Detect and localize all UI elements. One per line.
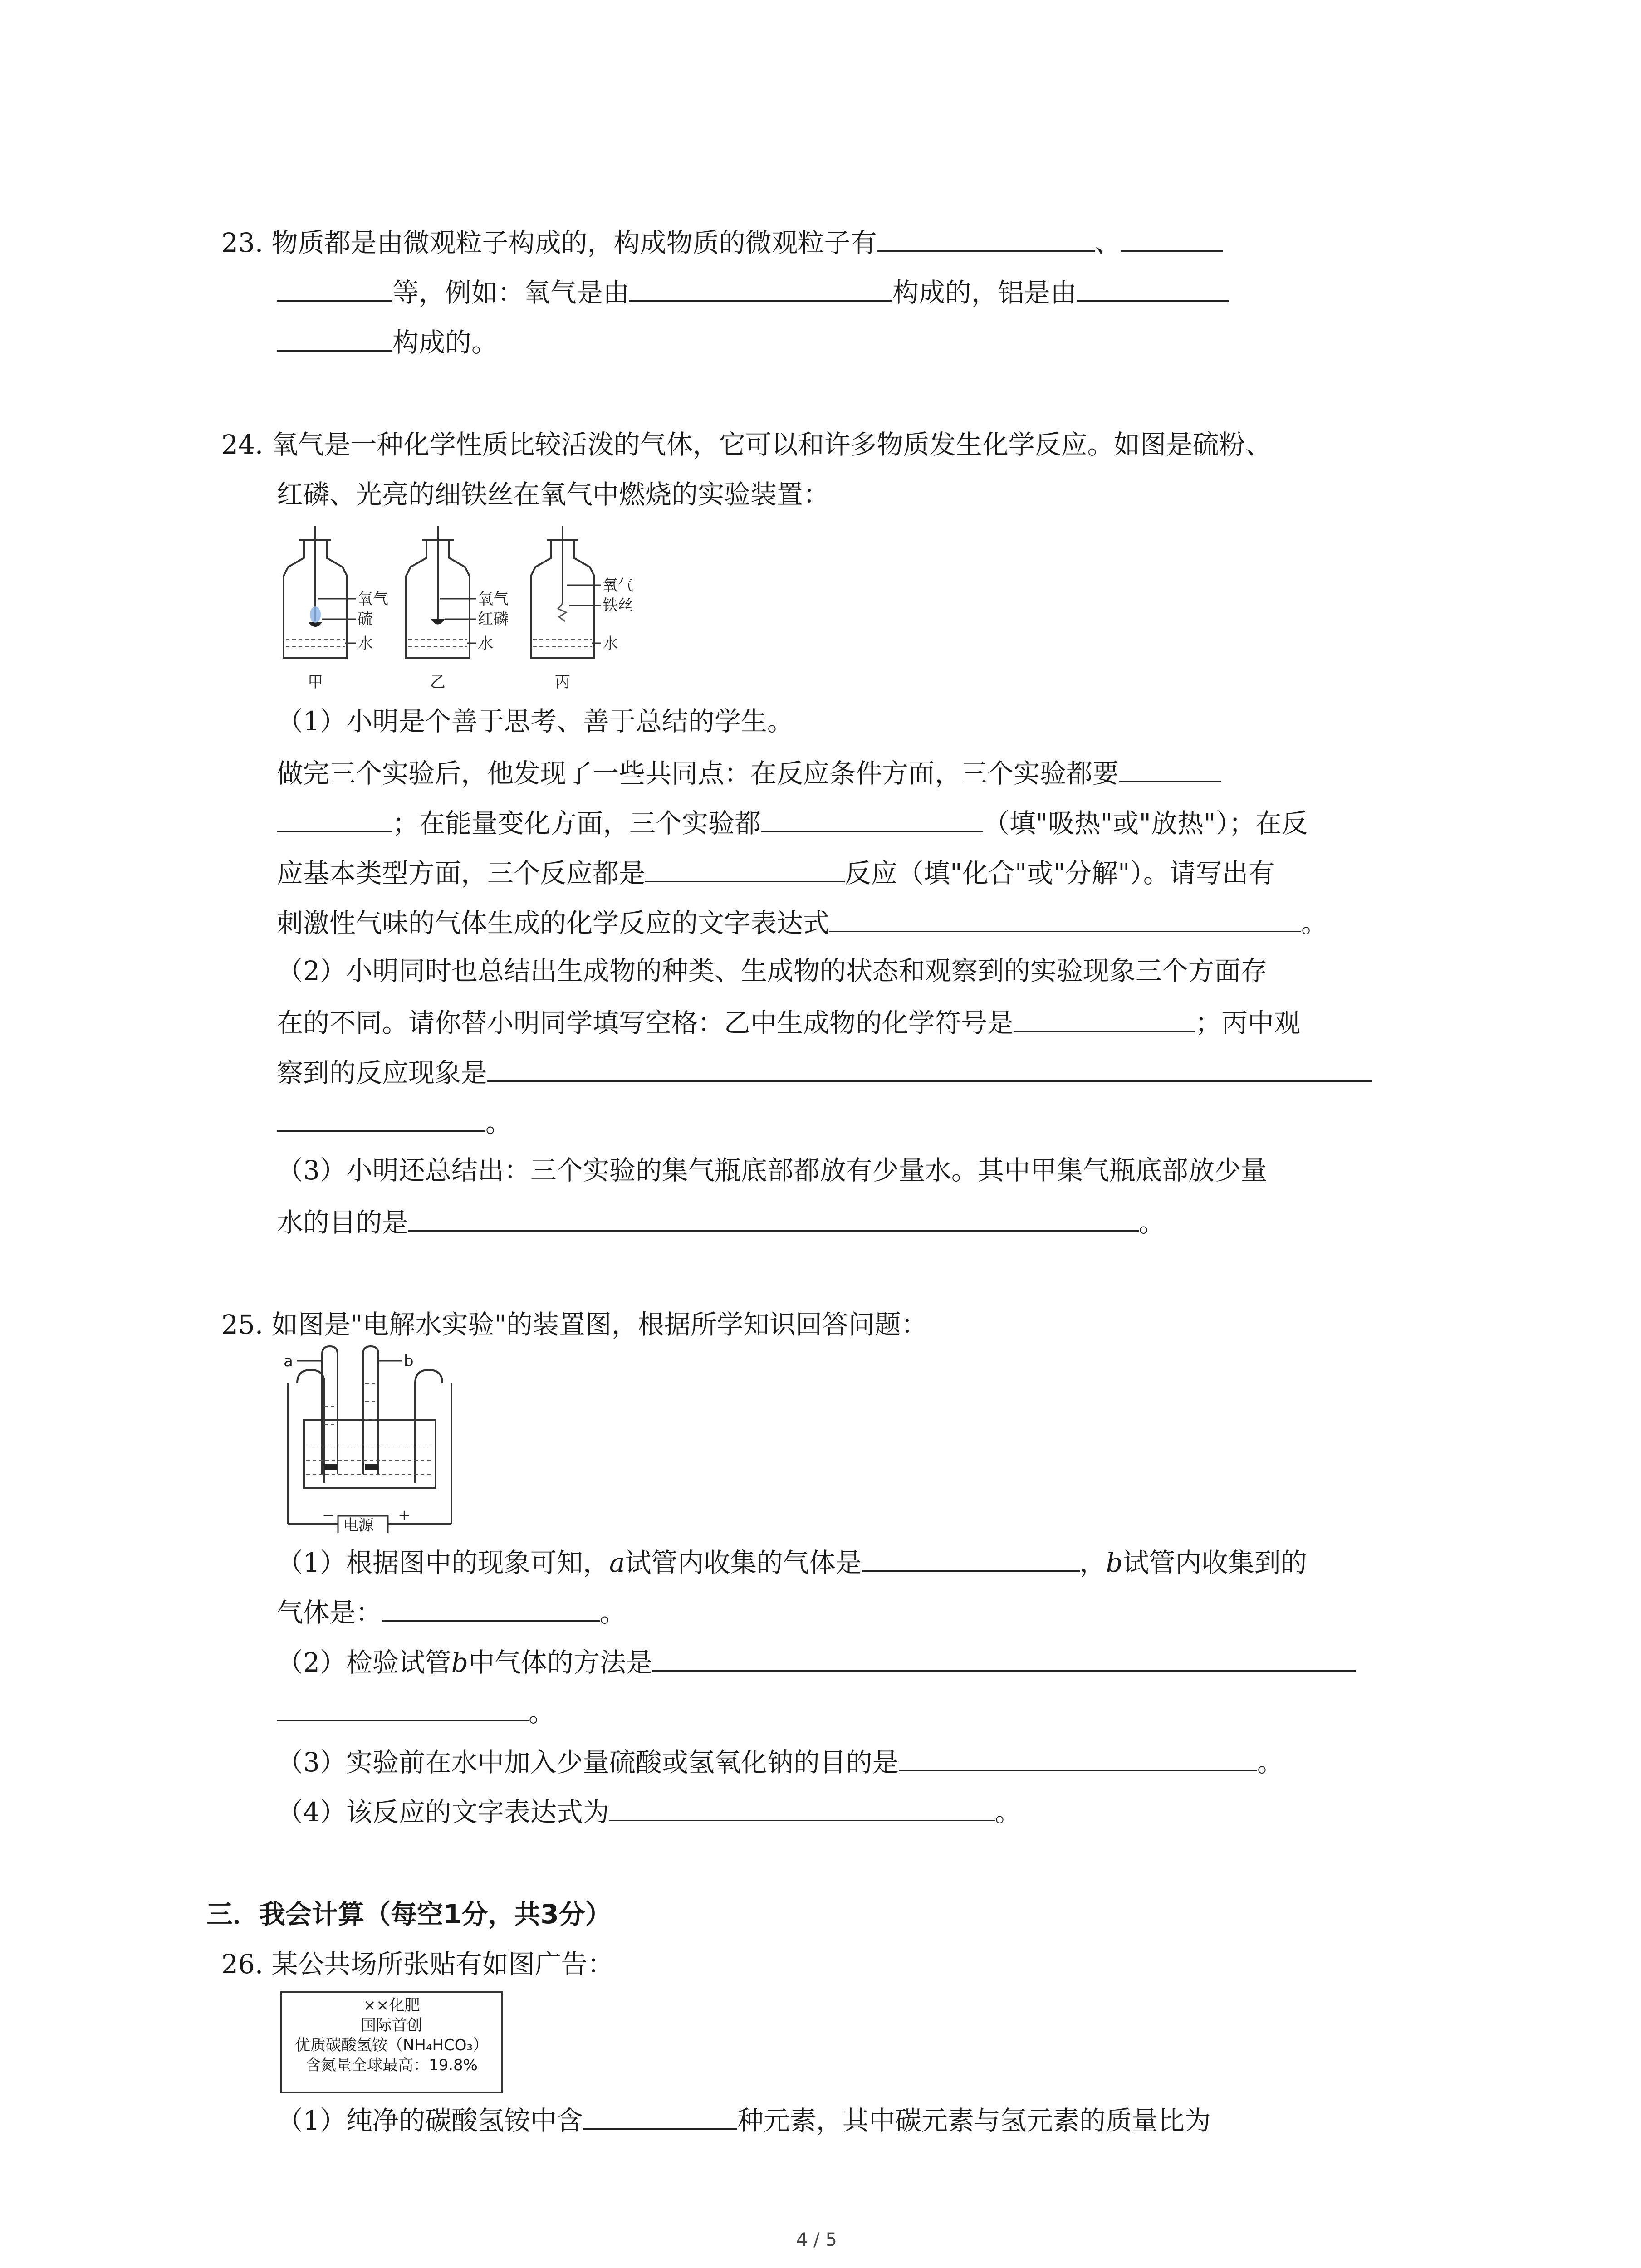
label-water-a: 水 [358,635,373,653]
q23-text: 23. 物质都是由微观粒子构成的，构成物质的微观粒子有 [221,227,877,258]
section-heading: 三．我会计算（每空1分，共3分） [206,1899,612,1930]
ad-line: 国际首创 [361,2016,422,2034]
label-oxygen-a: 氧气 [358,590,388,608]
answer-blank[interactable] [408,1204,1139,1232]
q26-p1-line: （1）纯净的碳酸氢铵中含 种元素，其中碳元素与氢元素的质量比为 [277,2102,1211,2137]
q24-p1-line1: （1）小明是个善于思考、善于总结的学生。 [277,706,794,737]
q23-line1: 23. 物质都是由微观粒子构成的，构成物质的微观粒子有 、 [221,224,1223,259]
q24-p2-line2: 在的不同。请你替小明同学填写空格：乙中生成物的化学符号是 ；丙中观 [277,1004,1300,1039]
negative-terminal: − [322,1506,335,1525]
ad-line: 优质碳酸氢铵（NH₄HCO₃） [294,2036,489,2054]
label-oxygen-b: 氧气 [478,590,509,608]
answer-blank[interactable] [1119,755,1221,782]
q24-p1-line5: 刺激性气味的气体生成的化学反应的文字表达式 。 [277,904,1327,939]
answer-blank[interactable] [609,1794,995,1821]
answer-blank[interactable] [645,855,845,882]
q25-p2-line2: 。 [277,1694,555,1729]
caption-yi: 乙 [430,673,446,691]
q24-line1: 24. 氧气是一种化学性质比较活泼的气体，它可以和许多物质发生化学反应。如图是硫粉、 [221,429,1272,460]
q24-p1-line3: ；在能量变化方面，三个实验都 （填"吸热"或"放热"）；在反 [277,805,1308,840]
ad-line: ××化肥 [363,1996,420,2014]
answer-blank[interactable] [487,1054,1372,1082]
page-number: 4 / 5 [796,2229,837,2250]
q24-p2-line1: （2）小明同时也总结出生成物的种类、生成物的状态和观察到的实验现象三个方面存 [277,955,1267,986]
answer-blank[interactable] [629,274,892,302]
ad-line: 含氮量全球最高：19.8% [305,2056,478,2074]
q25-p2-line1: （2）检验试管b中气体的方法是 [277,1644,1356,1679]
q23-line3: 构成的。 [277,324,498,359]
answer-blank[interactable] [652,1644,1356,1672]
answer-blank[interactable] [277,274,392,302]
q26-line1: 26. 某公共场所张贴有如图广告： [221,1949,614,1980]
answer-blank[interactable] [1121,224,1223,252]
answer-blank[interactable] [761,805,983,832]
label-sulfur: 硫 [358,610,373,628]
answer-blank[interactable] [382,1594,600,1622]
power-source-label: 电源 [343,1516,374,1533]
q24-p1-line4: 应基本类型方面，三个反应都是 反应（填"化合"或"分解"）。请写出有 [277,855,1275,890]
answer-blank[interactable] [899,1744,1257,1771]
label-oxygen-c: 氧气 [603,577,633,595]
q25-line1: 25. 如图是"电解水实验"的装置图，根据所学知识回答问题： [221,1309,928,1340]
caption-bing: 丙 [555,673,570,691]
q24-p3-line2: 水的目的是 。 [277,1204,1165,1239]
tube-b-label: b [404,1352,414,1370]
answer-blank[interactable] [877,224,1095,252]
fertilizer-advertisement [280,1991,503,2093]
answer-blank[interactable] [862,1544,1080,1572]
caption-jia: 甲 [308,673,323,691]
label-red-phosphorus: 红磷 [478,610,509,628]
q24-p1-line2: 做完三个实验后，他发现了一些共同点：在反应条件方面，三个实验都要 [277,755,1221,790]
answer-blank[interactable] [277,805,392,832]
q25-p4-line: （4）该反应的文字表达式为 。 [277,1794,1021,1828]
combustion-apparatus-figure [272,526,671,699]
answer-blank[interactable] [1077,274,1229,302]
positive-terminal: + [398,1506,411,1525]
answer-blank[interactable] [277,1104,485,1132]
q24-p2-line4: 。 [277,1104,512,1139]
answer-blank[interactable] [829,904,1301,932]
answer-blank[interactable] [277,324,392,352]
tube-a-label: a [284,1352,293,1370]
q24-line2: 红磷、光亮的细铁丝在氧气中燃烧的实验装置： [277,479,830,510]
label-iron-wire: 铁丝 [603,596,633,615]
label-water-c: 水 [603,635,618,653]
answer-blank[interactable] [277,1694,529,1721]
q25-p1-line2: 气体是： 。 [277,1594,626,1629]
q23-line2: 等，例如：氧气是由 构成的，铝是由 [277,274,1229,309]
answer-blank[interactable] [583,2102,737,2130]
electrolysis-apparatus-figure [279,1343,460,1533]
q24-p3-line1: （3）小明还总结出：三个实验的集气瓶底部都放有少量水。其中甲集气瓶底部放少量 [277,1155,1267,1186]
q24-p2-line3: 察到的反应现象是 [277,1054,1372,1089]
answer-blank[interactable] [1014,1004,1195,1032]
label-water-b: 水 [478,635,493,653]
q25-p3-line: （3）实验前在水中加入少量硫酸或氢氧化钠的目的是 。 [277,1744,1283,1779]
q25-p1-line1: （1）根据图中的现象可知，a试管内收集的气体是 ，b试管内收集到的 [277,1544,1307,1579]
